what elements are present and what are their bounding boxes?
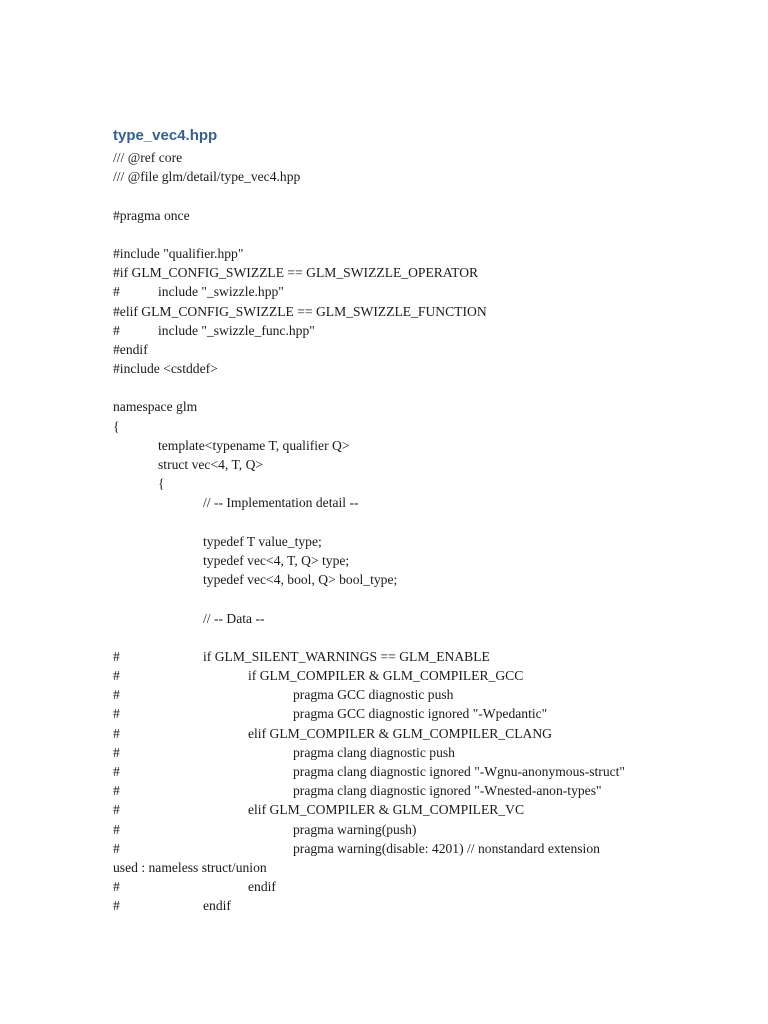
code-line xyxy=(113,513,733,532)
code-line-text: #pragma once xyxy=(113,207,190,223)
preprocessor-hash: # xyxy=(113,706,120,722)
code-line xyxy=(113,839,733,858)
code-line-text: endif xyxy=(203,898,231,914)
code-listing xyxy=(113,148,733,916)
code-line xyxy=(113,743,733,762)
code-line-text: { xyxy=(158,476,165,492)
code-line-text: pragma GCC diagnostic ignored "-Wpedantic" xyxy=(293,706,548,722)
preprocessor-hash: # xyxy=(113,802,120,818)
preprocessor-hash: # xyxy=(113,879,120,895)
code-line-text: template<typename T, qualifier Q> xyxy=(158,437,350,453)
code-line-text: struct vec<4, T, Q> xyxy=(158,457,264,472)
preprocessor-hash: # xyxy=(113,840,120,856)
preprocessor-hash: # xyxy=(113,668,120,684)
code-line xyxy=(113,321,733,340)
code-line-text: include "_swizzle_func.hpp" xyxy=(158,322,315,338)
code-line-text: pragma warning(disable: 4201) // nonstandard extension xyxy=(293,840,600,856)
code-line-text: /// @ref core xyxy=(113,150,183,165)
code-line-text: typedef vec<4, T, Q> type; xyxy=(203,552,350,568)
code-line xyxy=(113,800,733,819)
code-line-text: typedef vec<4, bool, Q> bool_type; xyxy=(203,572,398,588)
document-title: type_vec4.hpp xyxy=(113,127,218,144)
code-line-text: pragma clang diagnostic ignored "-Wgnu-anonymous-struct" xyxy=(293,764,625,779)
code-line-text: typedef T value_type; xyxy=(203,533,322,549)
code-line-text: pragma clang diagnostic push xyxy=(293,744,455,760)
code-line xyxy=(113,762,733,781)
code-line xyxy=(113,282,733,301)
code-line xyxy=(113,570,733,589)
code-line xyxy=(113,704,733,723)
code-line xyxy=(113,896,733,915)
preprocessor-hash: # xyxy=(113,725,120,741)
code-line-text: include "_swizzle.hpp" xyxy=(158,284,284,300)
code-line xyxy=(113,820,733,839)
code-line xyxy=(113,551,733,570)
code-line-text: { xyxy=(113,418,120,434)
code-line-text: #if GLM_CONFIG_SWIZZLE == GLM_SWIZZLE_OPERATOR xyxy=(113,265,479,281)
code-line xyxy=(113,685,733,704)
code-line xyxy=(113,781,733,800)
code-line xyxy=(113,167,733,186)
code-line xyxy=(113,877,733,896)
code-line-text: #include <cstddef> xyxy=(113,361,218,377)
preprocessor-hash: # xyxy=(113,648,120,664)
code-line xyxy=(113,186,733,205)
code-line xyxy=(113,417,733,436)
code-line xyxy=(113,244,733,263)
code-line-text: #include "qualifier.hpp" xyxy=(113,245,244,261)
code-line xyxy=(113,436,733,455)
code-line-text: elif GLM_COMPILER & GLM_COMPILER_VC xyxy=(248,802,525,818)
code-line xyxy=(113,532,733,551)
code-line xyxy=(113,724,733,743)
preprocessor-hash: # xyxy=(113,783,120,799)
code-line-text: /// @file glm/detail/type_vec4.hpp xyxy=(113,169,301,185)
code-line-text: pragma clang diagnostic ignored "-Wnested-anon-types" xyxy=(293,783,602,799)
code-line-text: // -- Data -- xyxy=(203,610,265,626)
code-line xyxy=(113,647,733,666)
code-line-text: pragma GCC diagnostic push xyxy=(293,687,454,703)
code-line-text: pragma warning(push) xyxy=(293,821,417,837)
preprocessor-hash: # xyxy=(113,764,120,779)
code-line-text: // -- Implementation detail -- xyxy=(203,495,359,511)
code-line-text: #endif xyxy=(113,341,148,357)
code-line-text: elif GLM_COMPILER & GLM_COMPILER_CLANG xyxy=(248,725,552,741)
code-line-text: if GLM_SILENT_WARNINGS == GLM_ENABLE xyxy=(203,648,490,664)
code-line xyxy=(113,148,733,167)
code-line xyxy=(113,589,733,608)
code-line-text: used : nameless struct/union xyxy=(113,859,267,875)
code-line xyxy=(113,302,733,321)
code-line xyxy=(113,397,733,416)
preprocessor-hash: # xyxy=(113,322,120,338)
code-line xyxy=(113,225,733,244)
preprocessor-hash: # xyxy=(113,821,120,837)
code-line-text: if GLM_COMPILER & GLM_COMPILER_GCC xyxy=(248,668,524,684)
code-line xyxy=(113,666,733,685)
code-line xyxy=(113,474,733,493)
preprocessor-hash: # xyxy=(113,744,120,760)
code-line xyxy=(113,340,733,359)
code-line xyxy=(113,455,733,474)
code-line xyxy=(113,493,733,512)
code-line xyxy=(113,378,733,397)
preprocessor-hash: # xyxy=(113,687,120,703)
code-line xyxy=(113,858,733,877)
code-line-text: #elif GLM_CONFIG_SWIZZLE == GLM_SWIZZLE_FUNCTION xyxy=(113,303,487,319)
code-line xyxy=(113,206,733,225)
code-line-text: namespace glm xyxy=(113,399,198,415)
preprocessor-hash: # xyxy=(113,898,120,914)
code-line xyxy=(113,359,733,378)
preprocessor-hash: # xyxy=(113,284,120,300)
code-line xyxy=(113,609,733,628)
code-line xyxy=(113,263,733,282)
code-line xyxy=(113,628,733,647)
code-line-text: endif xyxy=(248,879,276,895)
